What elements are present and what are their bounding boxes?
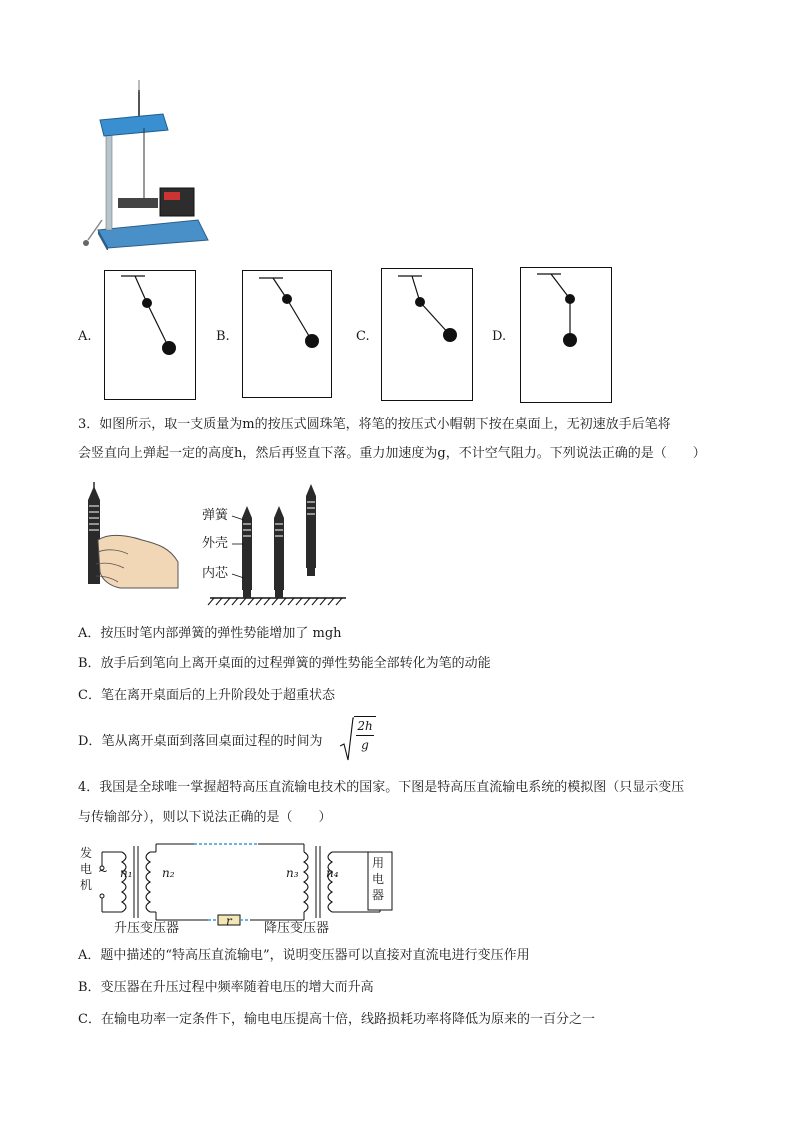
label-n1: n₁ (120, 866, 133, 880)
q4-option-c-text: 在输电功率一定条件下，输电电压提高十倍，线路损耗功率将降低为原来的一百分之一 (100, 1012, 595, 1027)
q4-option-b-text: 变压器在升压过程中频率随着电压的增大而升高 (100, 980, 374, 995)
q3-option-a-text: 按压时笔内部弹簧的弹性势能增加了 mgh (100, 626, 342, 641)
pendulum-d-icon (521, 268, 613, 404)
generator-char-3: 机 (80, 878, 93, 892)
q4-option-a (78, 946, 530, 966)
q3-option-c (78, 686, 335, 706)
label-resistor: r (226, 914, 232, 928)
q4-option-a-text: 题中描述的“特高压直流输电”，说明变压器可以直接对直流电进行变压作用 (100, 948, 530, 963)
fraction-numerator: 2h (357, 719, 373, 733)
q2-option-d-figure (520, 267, 612, 403)
pendulum-c-icon (382, 269, 474, 402)
q2-option-b-label: B. (216, 329, 230, 344)
load-char-1: 用 (372, 856, 385, 870)
q3-option-d-text: 笔从离开桌面到落回桌面过程的时间为 (101, 734, 323, 749)
q2-option-b-figure (242, 270, 332, 398)
q3-stem-line1: 3．如图所示，取一支质量为m的按压式圆珠笔，将笔的按压式小帽朝下按在桌面上，无初速放手后笔将 (78, 417, 671, 432)
q3-option-c-label: C． (78, 688, 101, 703)
q3-option-b (78, 654, 491, 674)
label-shell: 外壳 (202, 536, 229, 551)
pen-3-icon (306, 484, 316, 576)
label-core: 内芯 (202, 566, 229, 581)
pen-2-icon (274, 506, 284, 598)
label-step-up: 升压变压器 (114, 921, 180, 936)
q4-stem-line2: 与传输部分），则以下说法正确的是（ ） (78, 810, 332, 825)
q3-option-b-text: 放手后到笔向上离开桌面的过程弹簧的弹性势能全部转化为笔的动能 (100, 656, 491, 671)
pendulum-b-icon (243, 271, 333, 399)
q3-option-c-text: 笔在离开桌面后的上升阶段处于超重状态 (100, 688, 335, 703)
fraction-denominator: g (361, 738, 369, 752)
load-char-2: 电 (372, 872, 385, 886)
q4-option-a-label: A． (78, 948, 101, 963)
sqrt-radical-icon (340, 716, 354, 762)
pendulum-a-icon (105, 271, 197, 401)
q3-option-a-label: A． (78, 626, 101, 641)
q3-option-a (78, 624, 342, 644)
q3-stem-line2: 会竖直向上弹起一定的高度h，然后再竖直下落。重力加速度为g，不计空气阻力。下列说法正确的是（ ） (78, 446, 706, 461)
label-step-down: 降压变压器 (264, 921, 330, 936)
generator-char-1: 发 (80, 846, 93, 860)
ac-symbol: ~ (98, 864, 109, 878)
label-n4: n₄ (326, 866, 339, 880)
q2-option-d-label: D. (492, 329, 507, 344)
q4-stem-line1: 4．我国是全球唯一掌握超特高压直流输电技术的国家。下图是特高压直流输电系统的模拟图（只显示变压 (78, 780, 685, 795)
q2-option-a-figure (104, 270, 196, 400)
q3-option-d (78, 732, 322, 752)
q3-option-b-label: B． (78, 656, 101, 671)
label-n3: n₃ (286, 866, 299, 880)
q4-option-b (78, 978, 374, 998)
q2-option-c-figure (381, 268, 473, 401)
label-spring: 弹簧 (202, 508, 229, 523)
load-char-3: 器 (372, 888, 385, 902)
q4-option-c (78, 1010, 595, 1030)
q4-option-b-label: B． (78, 980, 101, 995)
label-n2: n₂ (162, 866, 175, 880)
q3-option-d-label: D． (78, 734, 102, 749)
q4-option-c-label: C． (78, 1012, 101, 1027)
q2-option-c-label: C. (356, 329, 370, 344)
q2-option-a-label: A. (78, 329, 92, 344)
generator-char-2: 电 (80, 862, 93, 876)
sqrt-content (354, 716, 376, 754)
hand-pen-icon (88, 482, 178, 588)
apparatus-photo (78, 80, 218, 250)
